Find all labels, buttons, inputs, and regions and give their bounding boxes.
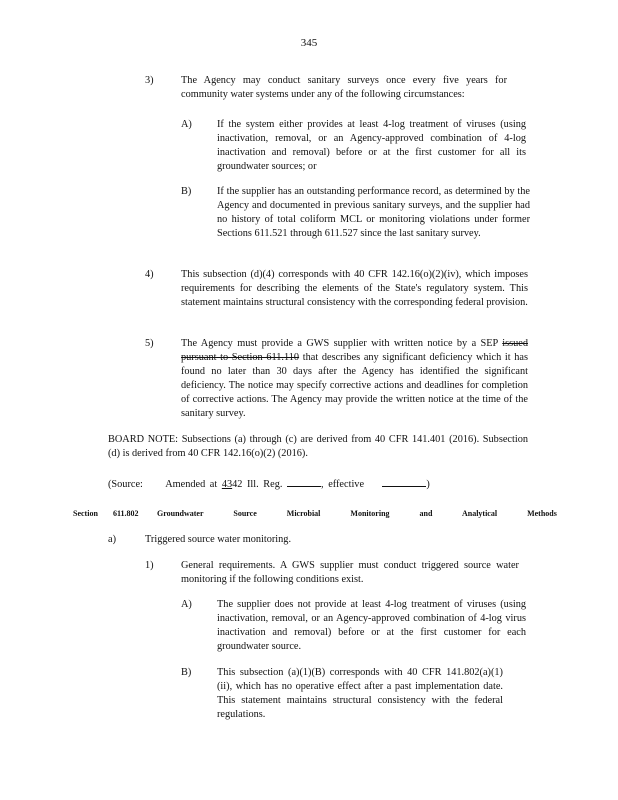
paragraph-3: The Agency may conduct sanitary surveys once every five years for community water systems under any of the following circumstances: bbox=[181, 75, 507, 100]
blank-line bbox=[287, 477, 321, 487]
page-number: 345 bbox=[300, 37, 318, 49]
item-marker: a) bbox=[108, 534, 116, 545]
paragraph-5-text-before: The Agency must provide a GWS supplier with written notice by a SEP bbox=[181, 338, 498, 349]
item-marker: 1) bbox=[145, 560, 154, 571]
item-marker: 3) bbox=[145, 75, 154, 86]
subsection-a-1-a: The supplier does not provide at least 4-log treatment of viruses (using inactivation, removal, or an Agency-approved combination of 4-log virus inactivation and removal) before or at the first customer for each groundwater source. bbox=[217, 599, 526, 652]
item-marker: B) bbox=[181, 186, 192, 197]
old-reg-number: 43 bbox=[221, 479, 233, 490]
item-marker: A) bbox=[181, 599, 192, 610]
section-label: Section bbox=[73, 509, 98, 518]
item-marker: A) bbox=[181, 119, 192, 130]
section-number: 611.802 bbox=[113, 509, 139, 518]
source-close: ) bbox=[426, 479, 430, 490]
paragraph-3-a: If the system either provides at least 4-log treatment of viruses (using inactivation, removal, or an Agency-approved combination of 4-log inactivation and removal) before or at the first customer for all its groundwater sources; or bbox=[217, 119, 526, 172]
item-marker: 5) bbox=[145, 338, 154, 349]
deleted-text: issued pursuant to Section 611.110 bbox=[181, 338, 528, 363]
paragraph-5-text-after: that describes any significant deficiency which it has found no later than 30 days after the Agency has identified the significant deficiency. The notice may specify corrective actions and deadlines for completion of corrective actions. The Agency may provide the written notice at the time of the sanitary survey. bbox=[181, 352, 529, 419]
source-line bbox=[108, 477, 528, 492]
source-amended: Amended at bbox=[165, 479, 218, 490]
source-reg: Ill. Reg. bbox=[247, 479, 283, 490]
paragraph-5 bbox=[181, 337, 528, 421]
paragraph-3-b: If the supplier has an outstanding performance record, as determined by the Agency and documented in previous sanitary surveys, and the supplier had no history of total coliform MCL or monitoring violations under former Sections 611.521 through 611.527 since the last sanitary survey. bbox=[217, 186, 530, 239]
subsection-a-1-b: This subsection (a)(1)(B) corresponds with 40 CFR 141.802(a)(1)(ii), which has no operative effect after a past implementation date. This statement maintains structural consistency with the federal regulations. bbox=[217, 667, 503, 720]
source-prefix: (Source: bbox=[108, 479, 143, 490]
blank-line bbox=[382, 477, 426, 487]
subsection-a-1: General requirements. A GWS supplier must conduct triggered source water monitoring if the following conditions exist. bbox=[181, 560, 519, 585]
subsection-a: Triggered source water monitoring. bbox=[145, 534, 292, 545]
item-marker: 4) bbox=[145, 269, 154, 280]
source-effective: , effective bbox=[321, 479, 365, 490]
section-title: Groundwater Source Microbial Monitoring and Analytical Methods bbox=[157, 509, 557, 518]
board-note: BOARD NOTE: Subsections (a) through (c) are derived from 40 CFR 141.401 (2016). Subsection (d) is derived from 40 CFR 142.16(o)(2) (2016). bbox=[108, 434, 528, 459]
new-reg-number: 42 bbox=[232, 479, 243, 490]
paragraph-4: This subsection (d)(4) corresponds with 40 CFR 142.16(o)(2)(iv), which imposes requirements for describing the elements of the State's regulatory system. This statement maintains structural consistency with the corresponding federal provision. bbox=[181, 269, 528, 308]
item-marker: B) bbox=[181, 667, 192, 678]
